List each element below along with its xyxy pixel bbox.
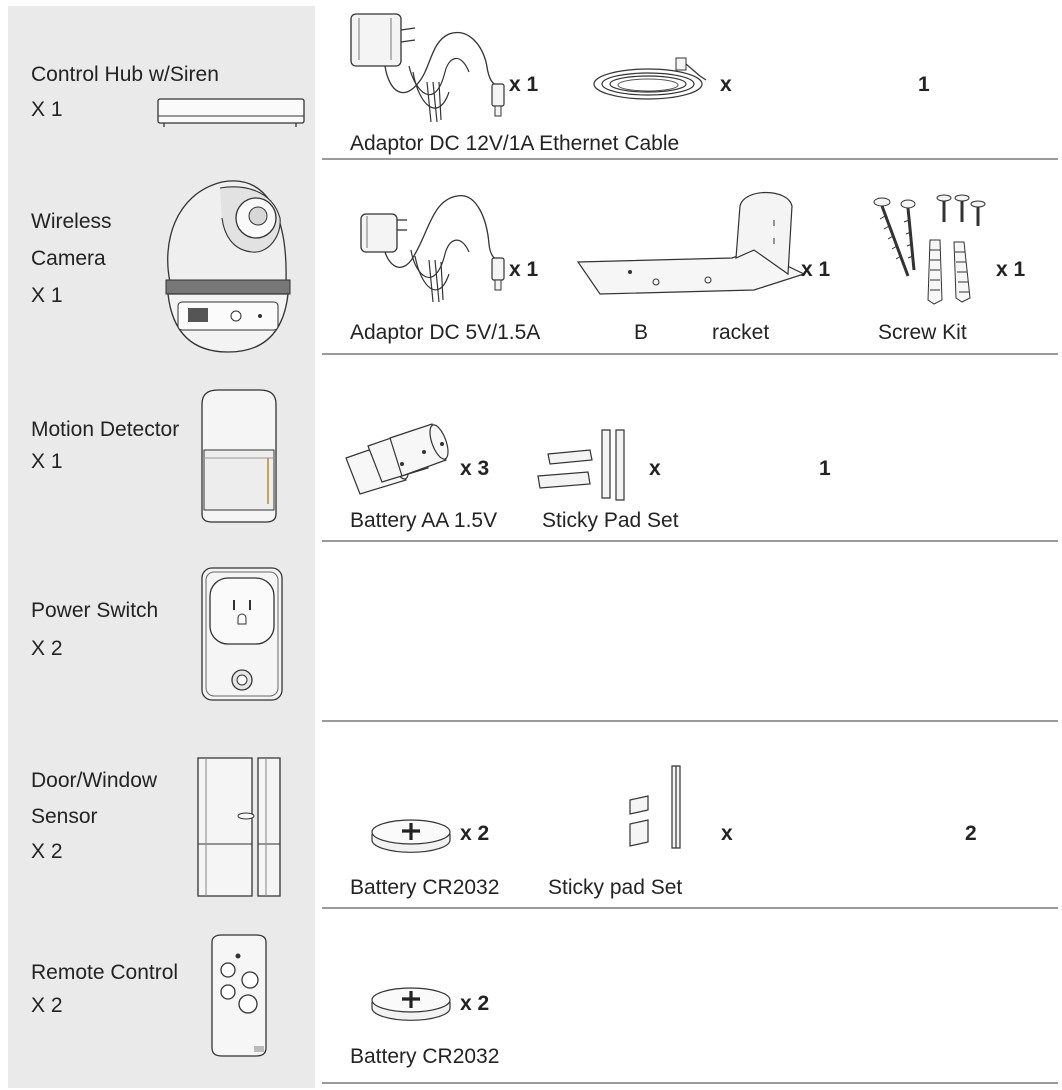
accessory-label: Battery CR2032 — [350, 876, 500, 899]
qty-label: x 2 — [460, 822, 490, 845]
qty-label: 1 — [819, 457, 831, 480]
row-divider — [322, 353, 1058, 355]
camera-icon — [160, 174, 295, 356]
device-qty: X 1 — [31, 284, 63, 307]
device-qty: X 2 — [31, 637, 63, 660]
qty-label: x 1 — [801, 258, 831, 281]
device-qty: X 1 — [31, 450, 63, 473]
adapter-icon — [349, 12, 509, 132]
accessory-label: Adaptor DC 12V/1A Ethernet Cable — [350, 132, 680, 155]
qty-label: 2 — [965, 822, 977, 845]
accessory-label: Battery AA 1.5V — [350, 509, 498, 532]
device-name-line2: Sensor — [31, 805, 98, 828]
device-name-line2: Camera — [31, 247, 106, 270]
qty-label: x 2 — [460, 992, 490, 1015]
accessory-label: Adaptor DC 5V/1.5A — [350, 321, 541, 344]
accessory-label: Screw Kit — [878, 321, 967, 344]
qty-label: x — [721, 822, 733, 845]
motion-detector-icon — [198, 388, 280, 524]
accessory-label: Sticky pad Set — [548, 876, 683, 899]
row-divider — [322, 907, 1058, 909]
device-qty: X 2 — [31, 840, 63, 863]
qty-label: x — [649, 457, 661, 480]
qty-label: 1 — [918, 73, 930, 96]
accessory-label: Battery CR2032 — [350, 1045, 500, 1068]
device-name-line1: Wireless — [31, 210, 112, 233]
device-name-line1: Door/Window — [31, 769, 158, 792]
bracket-icon — [574, 190, 814, 302]
sticky-pads-icon — [534, 428, 634, 502]
ethernet-cable-icon — [590, 54, 715, 104]
door-window-sensor-icon — [196, 756, 282, 898]
device-name: Power Switch — [31, 599, 159, 622]
aa-batteries-icon — [340, 424, 455, 494]
accessory-label: B — [634, 321, 649, 344]
device-name: Motion Detector — [31, 418, 180, 441]
power-switch-icon — [200, 566, 284, 702]
accessory-label: racket — [712, 321, 770, 344]
device-name: Remote Control — [31, 961, 179, 984]
qty-label: x — [720, 73, 732, 96]
qty-label: x 3 — [460, 457, 490, 480]
hub-icon — [156, 96, 306, 130]
row-divider — [322, 1082, 1058, 1084]
accessory-label: Sticky Pad Set — [542, 509, 679, 532]
adapter-icon — [349, 190, 509, 310]
remote-control-icon — [208, 934, 270, 1058]
device-qty: X 2 — [31, 994, 63, 1017]
qty-label: x 1 — [509, 73, 539, 96]
qty-label: x 1 — [509, 258, 539, 281]
screw-kit-icon — [866, 190, 990, 308]
coin-battery-icon — [368, 812, 454, 854]
row-divider — [322, 158, 1058, 160]
sticky-pads-icon — [624, 762, 688, 856]
coin-battery-icon — [368, 980, 454, 1022]
device-name: Control Hub w/Siren — [31, 63, 219, 86]
device-qty: X 1 — [31, 98, 63, 121]
row-divider — [322, 540, 1058, 542]
device-column — [8, 6, 315, 1088]
row-divider — [322, 720, 1058, 722]
qty-label: x 1 — [996, 258, 1026, 281]
